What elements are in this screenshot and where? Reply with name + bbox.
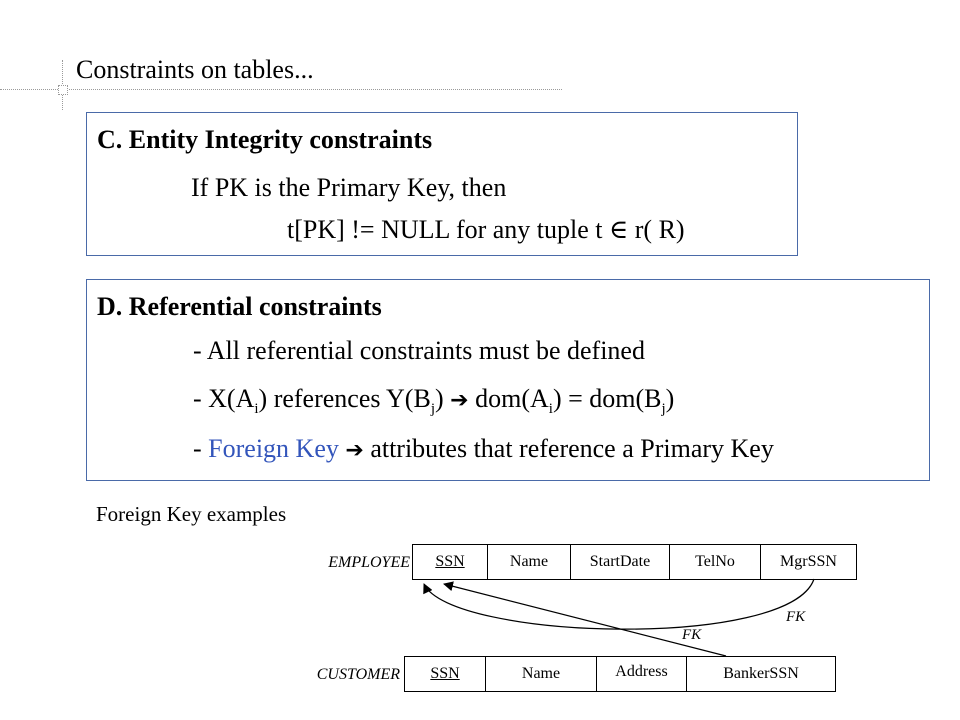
- subscript-j-2: j: [661, 401, 666, 417]
- customer-relation-name: CUSTOMER: [316, 666, 400, 683]
- customer-col-ssn: SSN: [430, 665, 460, 682]
- bullet-2-text-5: ) = dom(B: [552, 384, 662, 413]
- bullet-2-text-2: ) references Y(B: [258, 384, 431, 413]
- foreign-key-term: Foreign Key: [208, 434, 339, 463]
- bullet-3-rest: attributes that reference a Primary Key: [363, 434, 774, 463]
- employee-fk-label: FK: [786, 609, 806, 625]
- implies-arrow-icon: ➔: [450, 388, 469, 413]
- bullet-2-text-6: ): [665, 384, 675, 413]
- bullet-2-text-1: - X(A: [193, 384, 255, 413]
- customer-col-bankerssn: BankerSSN: [686, 657, 835, 691]
- employee-col-mgrssn: MgrSSN: [760, 545, 856, 579]
- mgrssn-to-ssn-arrow: [424, 579, 814, 629]
- customer-fk-label: FK: [682, 627, 702, 643]
- employee-col-ssn: SSN: [435, 553, 465, 570]
- slide-title: Constraints on tables...: [76, 55, 314, 84]
- examples-label: Foreign Key examples: [96, 502, 287, 526]
- subscript-i: i: [254, 401, 259, 417]
- referential-bullet-1: - All referential constraints must be defined: [193, 336, 645, 365]
- bullet-2-text-3: ): [434, 384, 444, 413]
- entity-integrity-line-2: t[PK] != NULL for any tuple t ∈ r( R): [287, 215, 685, 244]
- employee-col-name: Name: [487, 545, 570, 579]
- customer-col-name: Name: [485, 657, 596, 691]
- subscript-i-2: i: [548, 401, 553, 417]
- entity-integrity-heading: C. Entity Integrity constraints: [97, 125, 433, 154]
- employee-relation-name: EMPLOYEE: [328, 554, 410, 571]
- referential-heading: D. Referential constraints: [97, 292, 382, 321]
- employee-col-telno: TelNo: [669, 545, 760, 579]
- employee-col-startdate: StartDate: [570, 545, 669, 579]
- subscript-j: j: [430, 401, 435, 417]
- bullet-3-dash: -: [193, 434, 209, 463]
- implies-arrow-icon-2: ➔: [345, 438, 364, 463]
- entity-integrity-line-1: If PK is the Primary Key, then: [191, 173, 507, 202]
- bankerssn-to-ssn-arrow: [444, 584, 726, 656]
- customer-col-address: Address: [596, 657, 686, 691]
- bullet-2-text-4: dom(A: [468, 384, 549, 413]
